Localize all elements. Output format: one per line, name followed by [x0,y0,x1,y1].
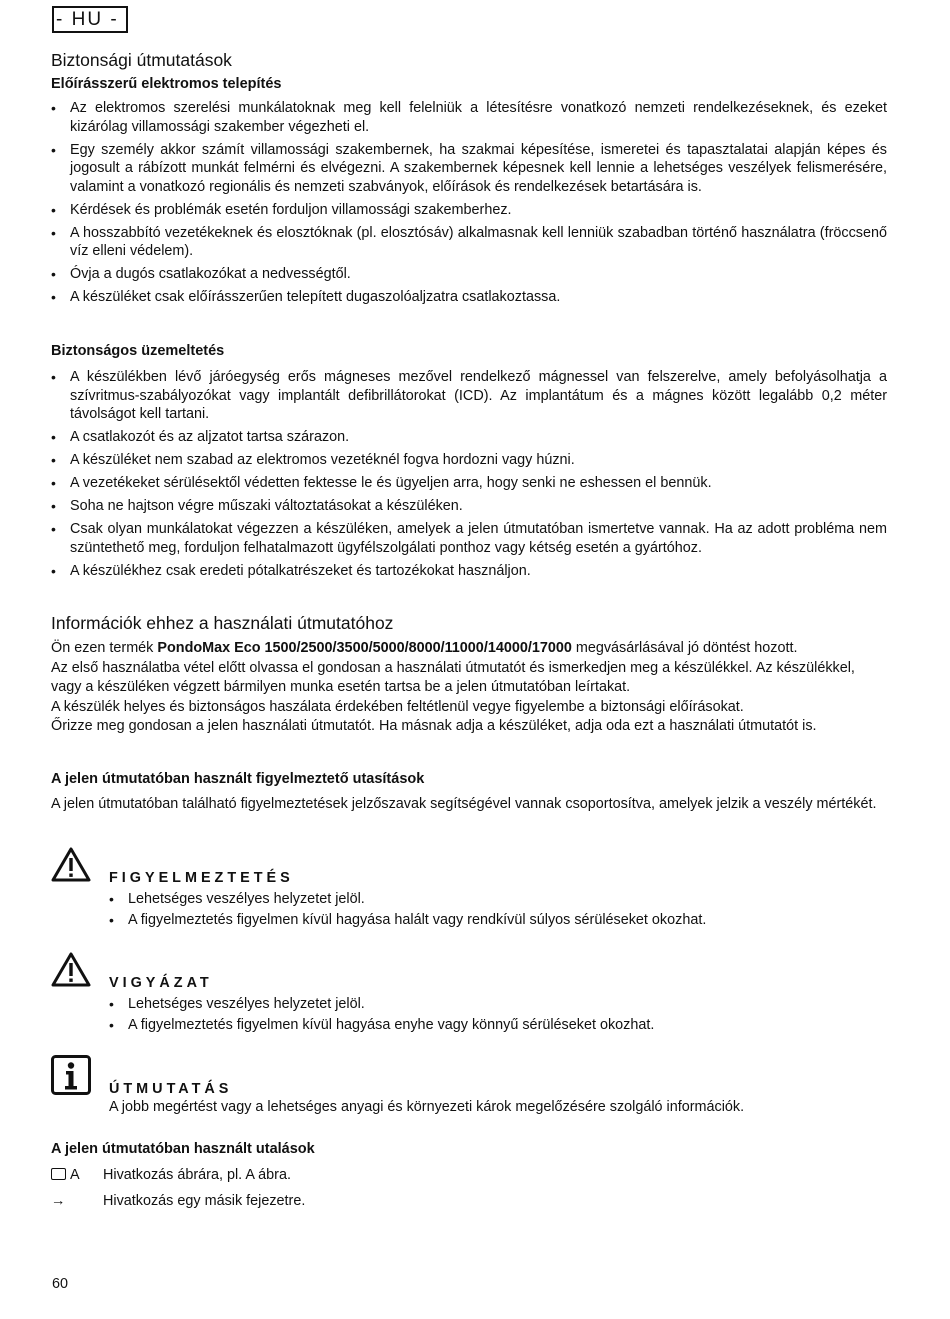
list-item: • A készüléket nem szabad az elektromos vezetéknél fogva hordozni vagy húzni. [51,451,887,470]
warning-body [109,870,887,931]
electrical-installation-list [51,99,887,312]
warning-title: FIGYELMEZTETÉS [109,870,294,886]
figure-letter: A [70,1167,80,1183]
figure-reference-text: Hivatkozás ábrára, pl. A ábra. [103,1167,291,1183]
figure-reference-symbol [51,1167,101,1183]
paragraph: A jelen útmutatóban található figyelmeztetések jelzőszavak segítségével vannak csoportosítva, amelyek jelzik a veszély mértékét. [51,796,877,812]
chapter-reference-text: Hivatkozás egy másik fejezetre. [103,1193,306,1209]
list-item: • A készülékben lévő járóegység erős mágneses mezővel rendelkező mágnessel van felszerelve, amely befolyásolhatja a szívritmus-szabályozókat vagy implantált defibrillátorokat (ICD). Az implantátum és a mágnes között legalább 0,2 méter távolságot kell tartani. [51,368,887,424]
note-title: ÚTMUTATÁS [109,1081,233,1097]
info-icon [51,1055,91,1095]
intro-paragraph [51,639,887,659]
paragraph: Őrizze meg gondosan a jelen használati útmutatót. Ha másnak adja a készüléket, adja oda ezt a használati útmutatót is. [51,718,817,735]
subheading-references: A jelen útmutatóban használt utalások [51,1141,315,1157]
warning-intro [51,795,887,815]
page-number: 60 [52,1276,69,1292]
list-item: • A figyelmeztetés figyelmen kívül hagyása halált vagy rendkívül súlyos sérüléseket okozhat. [109,911,887,929]
list-item: • Az elektromos szerelési munkálatoknak meg kell felelniük a létesítésre vonatkozó nemzeti rendelkezéseknek, és ezeket kizárólag villamossági szakember végezheti el. [51,99,887,136]
note-text: A jobb megértést vagy a lehetséges anyagi és környezeti károk megelőzésére szolgáló információk. [109,1099,745,1115]
list-item: • Lehetséges veszélyes helyzetet jelöl. [109,995,887,1013]
manual-info-text [51,639,887,737]
section-title-safety: Biztonsági útmutatások [51,50,232,70]
intro-pre: Ön ezen termék [51,640,158,656]
list-item: • Kérdések és problémák esetén forduljon villamossági szakemberhez. [51,201,887,220]
paragraph: A készülék helyes és biztonságos haszálata érdekében feltétlenül vegye figyelembe a biztonsági előírásokat. [51,698,744,715]
list-item: • Egy személy akkor számít villamossági szakembernek, ha szakmai képesítése, ismeretei és tapasztalatai alapján képes és jogosult a rábízott munkát felmérni és elvégezni. A szakembernek képesnek kell lennie a lehetséges veszélyek felismerésére, valamint a vonatkozó regionális és nemzeti szabványok, előírások és rendelkezések betartására is. [51,141,887,197]
list-item: • Soha ne hajtson végre műszaki változtatásokat a készüléken. [51,497,887,516]
figure-box-icon [51,1168,66,1180]
list-item: • A készüléket csak előírásszerűen telepített dugaszolóaljzatra csatlakoztassa. [51,288,887,307]
list-item: • A csatlakozót és az aljzatot tartsa szárazon. [51,428,887,447]
list-item: • A hosszabbító vezetékeknek és elosztóknak (pl. elosztósáv) alkalmasnak kell lenniük szabadban történő használatra (fröccsenő víz elleni védelem). [51,224,887,261]
safe-operation-list [51,368,887,585]
product-name: PondoMax Eco 1500/2500/3500/5000/8000/11000/14000/17000 [157,640,572,656]
caution-title: VIGYÁZAT [109,975,213,991]
subheading-electrical-installation: Előírásszerű elektromos telepítés [51,76,282,92]
warning-triangle-icon [51,952,91,988]
warning-triangle-icon [51,847,91,883]
list-item: • A készülékhez csak eredeti pótalkatrészeket és tartozékokat használjon. [51,562,887,581]
list-item: • Csak olyan munkálatokat végezzen a készüléken, amelyek a jelen útmutatóban ismertetve vannak. Ha az adott probléma nem szüntethető meg, forduljon felhatalmazott ügyfélszolgálati ponthoz vagy kétség esetén a gyártóhoz. [51,520,887,557]
section-title-manual-info: Információk ehhez a használati útmutatóhoz [51,613,394,633]
list-item: • Óvja a dugós csatlakozókat a nedvességtől. [51,265,887,284]
caution-body [109,975,887,1036]
list-item: • A figyelmeztetés figyelmen kívül hagyása enyhe vagy könnyű sérüléseket okozhat. [109,1016,887,1034]
list-item: • Lehetséges veszélyes helyzetet jelöl. [109,890,887,908]
paragraph: Az első használatba vétel előtt olvassa el gondosan a használati útmutatót és ismerkedjen meg a készülékkel. Az készülékkel, vagy a készüléken végzett bármilyen munka esetén tartsa be a jelen útmutatóban leírtakat. [51,659,855,696]
list-item: • A vezetékeket sérülésektől védetten fektesse le és ügyeljen arra, hogy senki ne eshessen el bennük. [51,474,887,493]
subheading-warning-notices: A jelen útmutatóban használt figyelmeztető utasítások [51,771,425,787]
language-tag: - HU - [52,6,128,33]
subheading-safe-operation: Biztonságos üzemeltetés [51,343,225,359]
intro-post: megvásárlásával jó döntést hozott. [571,640,798,656]
note-body [109,1081,887,1115]
arrow-right-icon: → [51,1193,66,1209]
